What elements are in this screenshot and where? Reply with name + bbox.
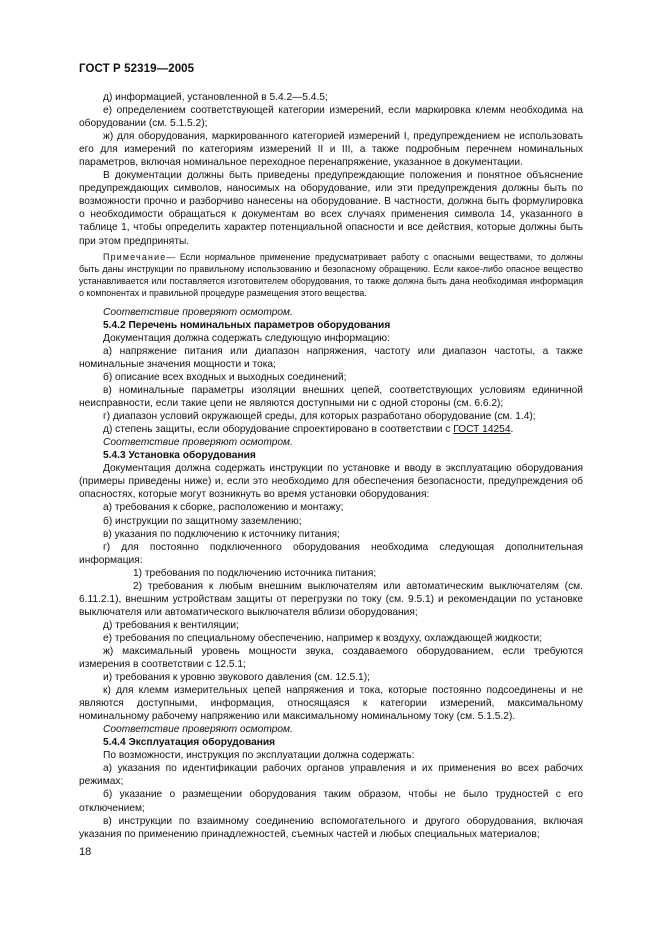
section-heading-5-4-4: 5.4.4 Эксплуатация оборудования bbox=[103, 737, 276, 749]
section-heading-5-4-3: 5.4.3 Установка оборудования bbox=[103, 450, 256, 462]
document-header: ГОСТ Р 52319—2005 bbox=[79, 63, 195, 75]
section-intro: По возможности, инструкция по эксплуатации должна содержать: bbox=[103, 750, 415, 762]
list-item: а) требования к сборке, расположению и монтажу; bbox=[103, 502, 344, 514]
list-item: б) описание всех входных и выходных соединений; bbox=[103, 371, 347, 383]
list-item: е) требования по специальному обеспечению, например к воздуху, охлаждающей жидкости; bbox=[103, 632, 543, 644]
check-text: Соответствие проверяют осмотром. bbox=[103, 437, 293, 449]
section-intro: Документация должна содержать инструкции по установке и вводу в эксплуатацию оборудования (примеры приведены ниже) и, если это необходимо для обеспечения безопасности, предупреждения об опасностях, которые могут возникнуть во время установки оборудования: bbox=[79, 463, 583, 501]
paragraph: ж) для оборудования, маркированного категорией измерений I, предупреждением не использовать его для измерений по категориям измерений II и III, а также подробным перечнем номинальных параметров, включая номинальное переходное перенапряжение, указанное в документации. bbox=[79, 131, 583, 169]
note bbox=[79, 251, 583, 300]
list-item-text: . bbox=[510, 424, 514, 436]
list-item: к) для клемм измерительных цепей напряжения и тока, которые постоянно подсоединены и не являются доступными, информация, относящаяся к категории измерений, максимальному номинальному рабочему напряжению или максимальному номинальному току (см. 5.1.5.2). bbox=[79, 685, 583, 723]
list-item: а) указания по идентификации рабочих органов управления и их применения во всех рабочих режимах; bbox=[79, 763, 583, 788]
list-item: ж) максимальный уровень мощности звука, создаваемого оборудованием, если требуются измерения в соответствии с 12.5.1; bbox=[79, 645, 583, 671]
section-heading-5-4-2: 5.4.2 Перечень номинальных параметров оборудования bbox=[103, 319, 391, 331]
check-text: Соответствие проверяют осмотром. bbox=[103, 724, 293, 736]
paragraph: д) информацией, установленной в 5.4.2—5.4.5; bbox=[103, 92, 328, 103]
sub-list-item: 2) требования к любым внешним выключателям или автоматическим выключателям (см. 6.11.2.1), внешним устройствам защиты от перегрузки по току (см. 9.5.1) и рекомендации по установке выключателя или автоматического выключателя вблизи оборудования; bbox=[79, 580, 583, 618]
list-item: в) номинальные параметры изоляции внешних цепей, соответствующих условиям единичной неисправности, если такие цепи не являются доступными ни с одной стороны (см. 6.6.2); bbox=[79, 385, 583, 410]
list-item: г) диапазон условий окружающей среды, для которых разработано оборудование (см. 1.4); bbox=[103, 411, 536, 423]
list-item: в) инструкции по взаимному соединению вспомогательного и другого оборудования, включая указания по применению принадлежностей, съемных частей и любых специальных материалов; bbox=[79, 815, 583, 840]
check-text: Соответствие проверяют осмотром. bbox=[103, 306, 293, 318]
list-item: г) для постоянно подключенного оборудования необходима следующая дополнительная информация: bbox=[79, 541, 583, 566]
page-content bbox=[79, 91, 583, 841]
paragraph: е) определением соответствующей категории измерений, если маркировка клемм необходима на оборудовании (см. 5.1.5.2); bbox=[79, 105, 583, 130]
note-label: Примечание bbox=[103, 251, 167, 262]
list-item: а) напряжение питания или диапазон напряжения, частоту или диапазон частоты, а также номинальные значения мощности и тока; bbox=[79, 345, 583, 370]
list-item bbox=[79, 423, 583, 436]
list-item: и) требования к уровню звукового давления (см. 12.5.1); bbox=[103, 672, 370, 684]
section-intro: Документация должна содержать следующую информацию: bbox=[103, 332, 390, 344]
list-item: д) требования к вентиляции; bbox=[103, 619, 239, 631]
sub-list-item: 1) требования по подключению источника питания; bbox=[133, 567, 377, 579]
page-number: 18 bbox=[79, 846, 92, 858]
list-item-text: д) степень защиты, если оборудование спроектировано в соответствии с bbox=[103, 424, 454, 436]
list-item: б) инструкции по защитному заземлению; bbox=[103, 515, 302, 527]
paragraph: В документации должны быть приведены предупреждающие положения и понятное объяснение предупреждающих символов, наносимых на оборудование, или эти предупреждения должны быть по возможности прочно и разборчиво нанесены на оборудование. В частности, должна быть формулировка о необходимости обращаться к документам во всех случаях применения символа 14, указанного в таблице 1, чтобы определить характер потенциальной опасности и все действия, которые должны быть при этом предприняты. bbox=[79, 170, 583, 247]
list-item: б) указание о размещении оборудования таким образом, чтобы не было трудностей с его отключением; bbox=[79, 789, 583, 814]
note-text: — Если нормальное применение предусматривает работу с опасными веществами, то должны быть даны инструкции по правильному использованию и безопасному обращению. Если какое-либо опасное вещество устанавливается или поставляется изготовителем оборудования, то также должна быть дана необходимая информация о компонентах и правильной процедуре размещения этого вещества. bbox=[79, 251, 583, 299]
standard-reference-link[interactable]: ГОСТ 14254 bbox=[453, 424, 511, 436]
list-item: в) указания по подключению к источнику питания; bbox=[103, 528, 340, 540]
